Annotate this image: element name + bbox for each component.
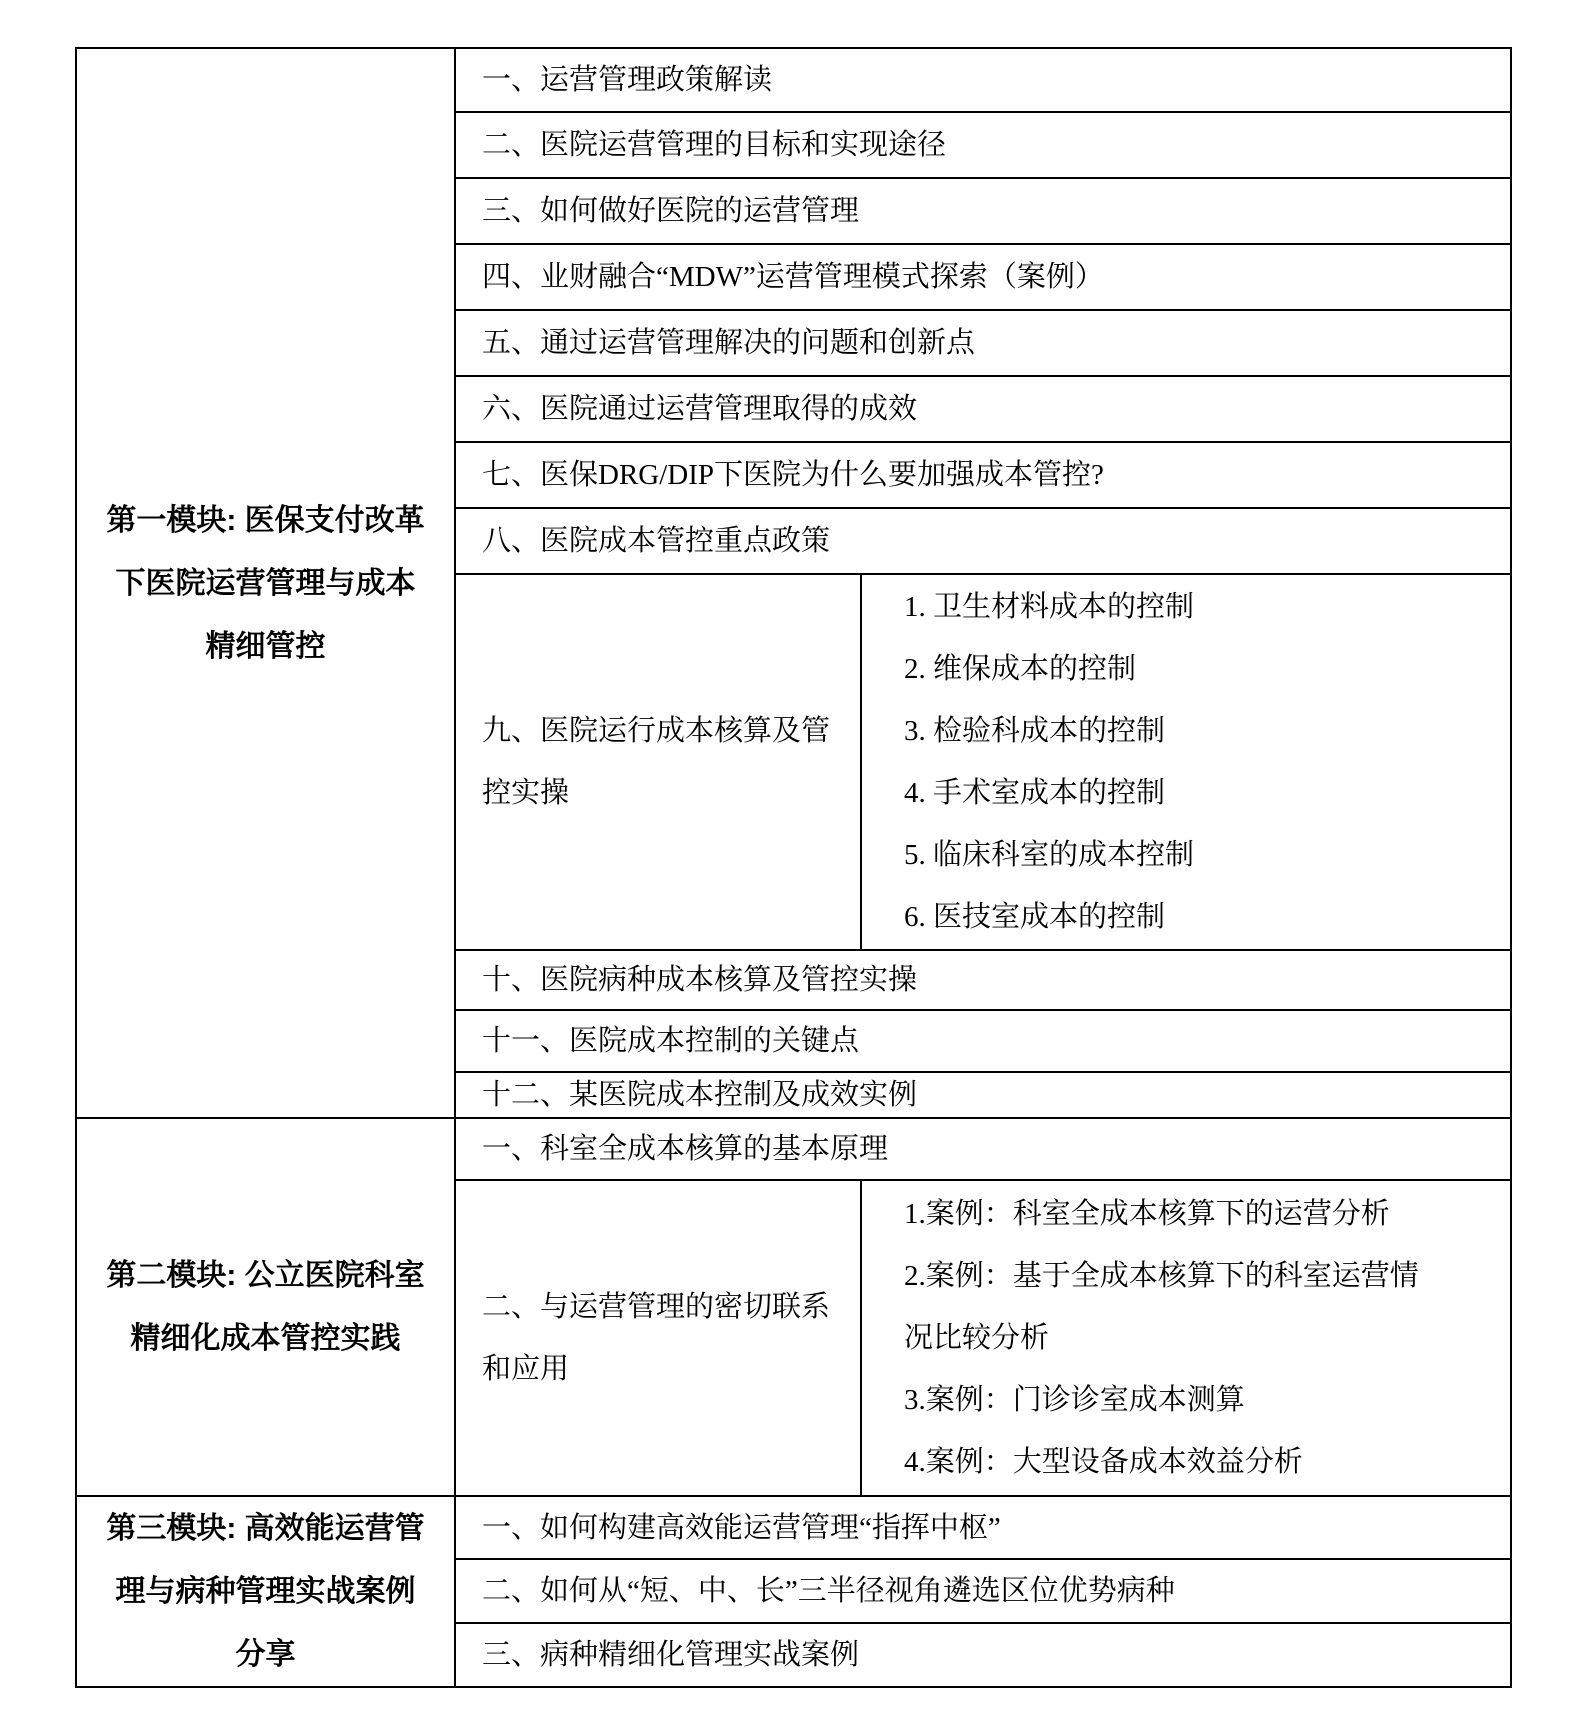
module-1-title-line: 第一模块: 医保支付改革 — [106, 503, 425, 537]
outline-item: 七、医保DRG/DIP下医院为什么要加强成本管控? — [455, 442, 1511, 508]
outline-item: 五、通过运营管理解决的问题和创新点 — [455, 310, 1511, 376]
sub-item: 2.案例：基于全成本核算下的科室运营情 况比较分析 — [904, 1260, 1419, 1354]
outline-item: 三、如何做好医院的运营管理 — [455, 178, 1511, 244]
course-outline-table — [75, 47, 1512, 1688]
module-3-title-line: 分享 — [235, 1638, 296, 1671]
outline-item: 二、医院运营管理的目标和实现途径 — [455, 112, 1511, 178]
module-3-title-line: 理与病种管理实战案例 — [115, 1575, 416, 1608]
outline-item: 六、医院通过运营管理取得的成效 — [455, 376, 1511, 442]
sub-item: 1. 卫生材料成本的控制 — [904, 591, 1195, 623]
outline-item: 九、医院运行成本核算及管 控实操 — [455, 574, 861, 950]
table-row — [76, 48, 1511, 112]
sub-item: 3.案例：门诊诊室成本测算 — [904, 1384, 1245, 1416]
outline-item: 十、医院病种成本核算及管控实操 — [455, 950, 1511, 1010]
table-row — [76, 1118, 1511, 1180]
outline-item: 四、业财融合“MDW”运营管理模式探索（案例） — [455, 244, 1511, 310]
module-2-title-line: 精细化成本管控实践 — [130, 1322, 401, 1355]
outline-item: 一、运营管理政策解读 — [455, 48, 1511, 112]
outline-item: 二、如何从“短、中、长”三半径视角遴选区位优势病种 — [455, 1559, 1511, 1622]
outline-item: 一、科室全成本核算的基本原理 — [455, 1118, 1511, 1180]
module-1-cell — [76, 48, 455, 1118]
subitem-list — [861, 1180, 1511, 1496]
subitem-list — [861, 574, 1511, 950]
sub-item: 2. 维保成本的控制 — [904, 653, 1137, 685]
sub-item: 5. 临床科室的成本控制 — [904, 839, 1195, 871]
outline-item: 十一、医院成本控制的关键点 — [455, 1010, 1511, 1072]
module-3-cell — [76, 1496, 455, 1687]
sub-item: 1.案例：科室全成本核算下的运营分析 — [904, 1198, 1390, 1230]
outline-item: 十二、某医院成本控制及成效实例 — [455, 1072, 1511, 1118]
module-2-cell — [76, 1118, 455, 1496]
outline-item: 三、病种精细化管理实战案例 — [455, 1623, 1511, 1687]
module-1-title-line: 下医院运营管理与成本 — [115, 566, 416, 600]
table-row — [76, 1496, 1511, 1559]
sub-item: 4.案例：大型设备成本效益分析 — [904, 1446, 1303, 1478]
outline-item: 二、与运营管理的密切联系 和应用 — [455, 1180, 861, 1496]
sub-item: 4. 手术室成本的控制 — [904, 777, 1166, 809]
outline-item: 八、医院成本管控重点政策 — [455, 508, 1511, 574]
outline-item: 一、如何构建高效能运营管理“指挥中枢” — [455, 1496, 1511, 1559]
module-3-title-line: 第三模块: 高效能运营管 — [106, 1512, 425, 1545]
sub-item: 3. 检验科成本的控制 — [904, 715, 1166, 747]
module-2-title-line: 第二模块: 公立医院科室 — [106, 1259, 425, 1292]
module-1-title-line: 精细管控 — [205, 629, 326, 663]
sub-item: 6. 医技室成本的控制 — [904, 901, 1166, 933]
